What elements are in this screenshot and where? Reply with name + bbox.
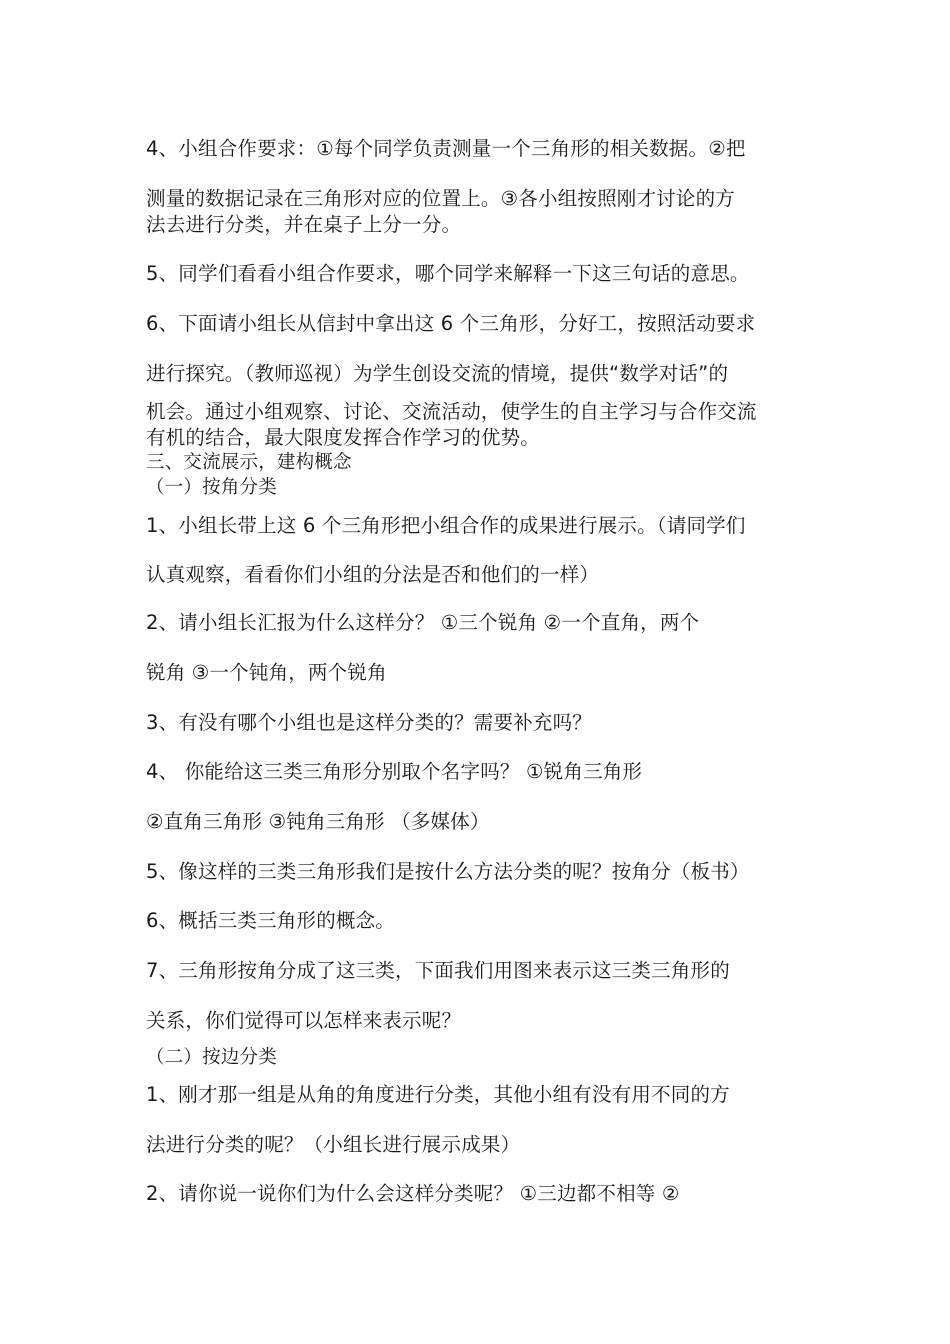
text-line: 2、请你说一说你们为什么会这样分类呢？ ①三边都不相等 ② bbox=[146, 1182, 680, 1205]
text-line: 5、像这样的三类三角形我们是按什么方法分类的呢？按角分（板书） bbox=[146, 860, 750, 883]
text-line: 锐角 ③一个钝角，两个锐角 bbox=[146, 661, 387, 684]
text-line: 机会。通过小组观察、讨论、交流活动，使学生的自主学习与合作交流 bbox=[146, 400, 757, 423]
text-line: 1、刚才那一组是从角的角度进行分类，其他小组有没有用不同的方 bbox=[146, 1083, 730, 1106]
text-line: 关系，你们觉得可以怎样来表示呢？ bbox=[146, 1009, 462, 1032]
text-line: 进行探究。（教师巡视）为学生创设交流的情境，提供“数学对话”的 bbox=[146, 362, 729, 385]
text-line: ②直角三角形 ③钝角三角形 （多媒体） bbox=[146, 810, 490, 833]
text-line: 3、有没有哪个小组也是这样分类的？需要补充吗？ bbox=[146, 711, 593, 734]
subsection-heading: （二）按边分类 bbox=[146, 1047, 277, 1068]
text-line: 法去进行分类，并在桌子上分一分。 bbox=[146, 213, 462, 236]
text-line: 有机的结合，最大限度发挥合作学习的优势。 bbox=[146, 426, 541, 449]
subsection-heading: （一）按角分类 bbox=[146, 477, 277, 498]
text-line: 4、 你能给这三类三角形分别取个名字吗？ ①锐角三角形 bbox=[146, 760, 643, 783]
text-line: 6、下面请小组长从信封中拿出这 6 个三角形，分好工，按照活动要求 bbox=[146, 312, 756, 335]
text-line: 法进行分类的呢？（小组长进行展示成果） bbox=[146, 1133, 521, 1156]
section-heading: 三、交流展示，建构概念 bbox=[146, 452, 352, 473]
text-line: 2、请小组长汇报为什么这样分？ ①三个锐角 ②一个直角，两个 bbox=[146, 611, 700, 634]
text-line: 测量的数据记录在三角形对应的位置上。③各小组按照刚才讨论的方 bbox=[146, 187, 735, 210]
text-line: 认真观察，看看你们小组的分法是否和他们的一样） bbox=[146, 563, 600, 586]
text-line: 1、小组长带上这 6 个三角形把小组合作的成果进行展示。（请同学们 bbox=[146, 514, 746, 537]
text-line: 7、三角形按角分成了这三类，下面我们用图来表示这三类三角形的 bbox=[146, 959, 730, 982]
text-line: 6、概括三类三角形的概念。 bbox=[146, 909, 396, 932]
text-line: 5、同学们看看小组合作要求，哪个同学来解释一下这三句话的意思。 bbox=[146, 262, 750, 285]
text-line: 4、小组合作要求：①每个同学负责测量一个三角形的相关数据。②把 bbox=[146, 137, 746, 160]
